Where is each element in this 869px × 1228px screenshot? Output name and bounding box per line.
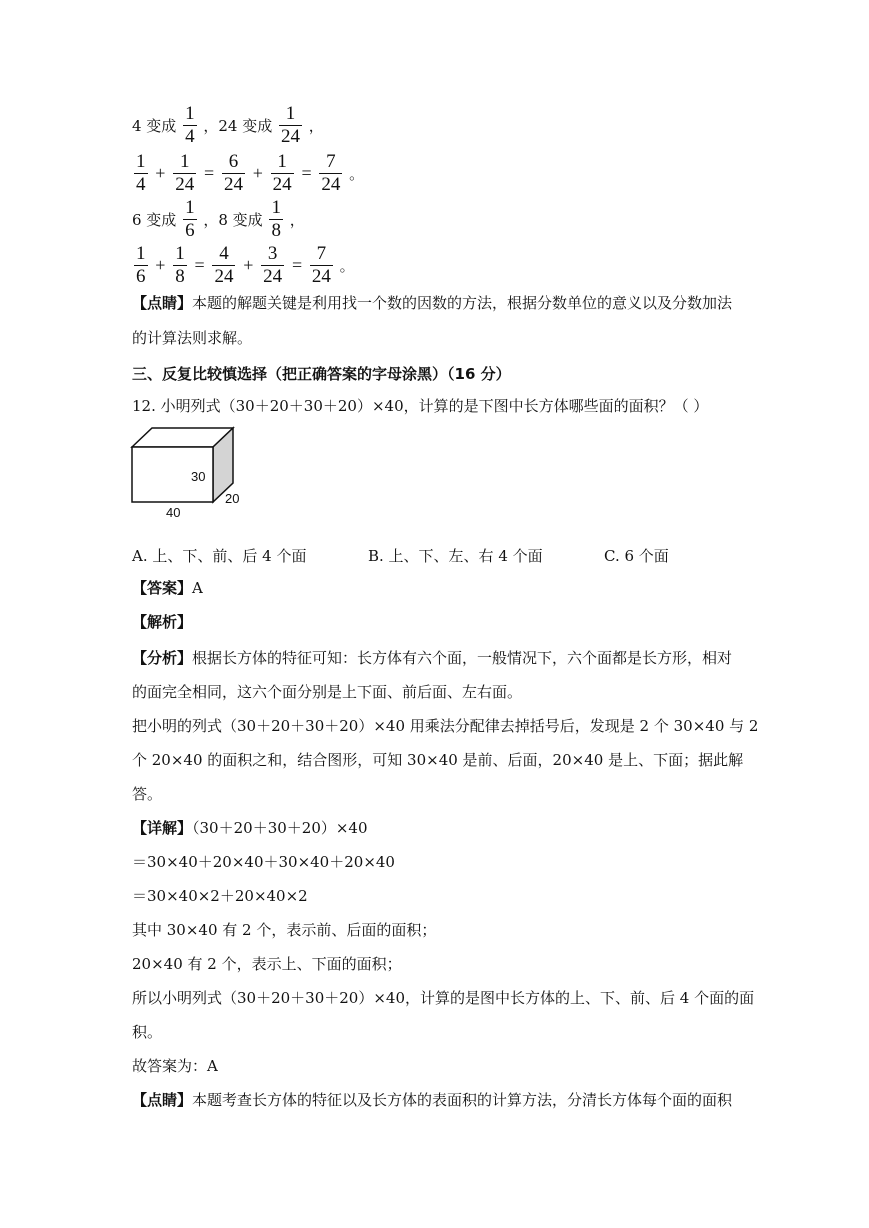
jiexi-label: 【解析】: [132, 613, 193, 631]
dianjing-2-line-1: 【点睛】本题考查长方体的特征以及长方体的表面积的计算方法，分清长方体每个面的面积: [132, 1091, 733, 1109]
fraction-1-4: $\frac{1}{4}$: [185, 103, 195, 147]
fenxi-line-5: 答。: [132, 785, 163, 803]
frac-equation-2: $\frac{1}{6}$ + $\frac{1}{8}$ = $\frac{4}{24}$ + $\frac{3}{24}$ = $\frac{7}{24}$ 。: [136, 243, 355, 287]
dianjing-1-line-2: 的计算法则求解。: [132, 329, 253, 347]
xiangjie-line-5: 20×40 有 2 个，表示上、下面的面积；: [132, 955, 402, 973]
section-title: 三、反复比较慎选择（把正确答案的字母涂黑）（16 分）: [132, 365, 511, 383]
fenxi-line-2: 的面完全相同，这六个面分别是上下面、前后面、左右面。: [132, 683, 523, 701]
final-answer: 故答案为：A: [132, 1057, 218, 1075]
label-20: 20: [225, 491, 240, 506]
xiangjie-line-3: ＝30×40×2＋20×40×2: [132, 887, 308, 905]
option-a: A. 上、下、前、后 4 个面: [132, 547, 307, 565]
fenxi-line-3: 把小明的列式（30＋20＋30＋20）×40 用乘法分配律去掉括号后，发现是 2 个 30×40 与 2: [132, 717, 759, 735]
label-40: 40: [166, 505, 181, 520]
option-b: B. 上、下、左、右 4 个面: [368, 547, 543, 565]
xiangjie-line-6: 所以小明列式（30＋20＋30＋20）×40，计算的是图中长方体的上、下、前、后 4 个面的面: [132, 989, 755, 1007]
xiangjie-line-7: 积。: [132, 1023, 163, 1041]
frac-equation-1: $\frac{1}{4}$ + $\frac{1}{24}$ = $\frac{6}{24}$ + $\frac{1}{24}$ = $\frac{7}{24}$ 。: [136, 151, 365, 195]
dianjing-1-line-1: 【点睛】本题的解题关键是利用找一个数的因数的方法，根据分数单位的意义以及分数加法: [132, 294, 733, 312]
frac-line-2: 6 变成 $\frac{1}{6}$ ，8 变成 $\frac{1}{8}$ ，: [132, 197, 305, 241]
answer-line: 【答案】A: [132, 579, 203, 597]
xiangjie-line-2: ＝30×40＋20×40＋30×40＋20×40: [132, 853, 395, 871]
label-30: 30: [191, 469, 206, 484]
fenxi-line-4: 个 20×40 的面积之和，结合图形，可知 30×40 是前、后面，20×40 是上、下面；据此解: [132, 751, 744, 769]
frac-line-1: 4 变成 $\frac{1}{4}$ ，24 变成 $\frac{1}{24}$ ，: [132, 103, 324, 147]
cuboid-figure: [128, 424, 258, 524]
xiangjie-line-1: 【详解】（30＋20＋30＋20）×40: [132, 819, 368, 837]
question-12: 12. 小明列式（30＋20＋30＋20）×40，计算的是下图中长方体哪些面的面积？（ ）: [132, 397, 709, 415]
option-c: C. 6 个面: [604, 547, 669, 565]
fenxi-line-1: 【分析】根据长方体的特征可知：长方体有六个面，一般情况下，六个面都是长方形，相对: [132, 649, 733, 667]
xiangjie-line-4: 其中 30×40 有 2 个，表示前、后面的面积；: [132, 921, 437, 939]
fraction-1-24: $\frac{1}{24}$: [281, 103, 301, 147]
